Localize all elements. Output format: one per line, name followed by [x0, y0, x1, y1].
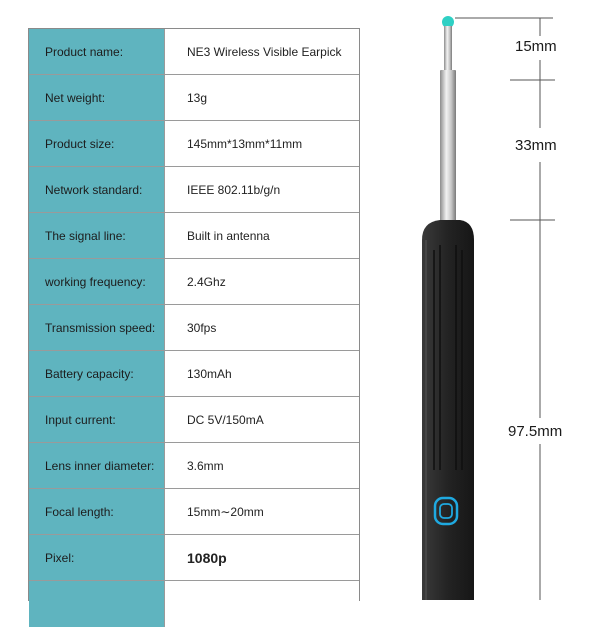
spec-label: working frequency: [29, 259, 165, 304]
spec-row-product-name [29, 29, 359, 75]
spec-label: Product name: [29, 29, 165, 74]
earpick-device-illustration [360, 0, 600, 600]
spec-table [28, 28, 360, 601]
spec-row-lens-inner-diameter [29, 443, 359, 489]
dimension-tip-label: 15mm [515, 38, 557, 55]
spec-row-transmission-speed [29, 305, 359, 351]
spec-label: Network standard: [29, 167, 165, 212]
probe-thin [444, 26, 452, 72]
spec-value: DC 5V/150mA [187, 412, 264, 427]
earpick-drawing [360, 0, 600, 600]
dimension-body-label: 97.5mm [508, 423, 563, 440]
spec-row-input-current [29, 397, 359, 443]
spec-value: 130mAh [187, 366, 232, 381]
spec-label: Pixel: [29, 535, 165, 580]
spec-value: 2.4Ghz [187, 274, 226, 289]
spec-label: The signal line: [29, 213, 165, 258]
spec-label [29, 581, 165, 627]
spec-value: 3.6mm [187, 458, 224, 473]
spec-row-focal-length [29, 489, 359, 535]
device-body [422, 220, 474, 600]
probe-shaft [440, 70, 456, 230]
spec-value: Built in antenna [187, 228, 270, 243]
spec-value: 30fps [187, 320, 217, 335]
spec-row-battery-capacity [29, 351, 359, 397]
spec-value [165, 581, 359, 627]
spec-row-pixel [29, 535, 359, 581]
spec-row-empty [29, 581, 359, 627]
spec-value: 1080p [187, 549, 227, 566]
spec-value: IEEE 802.11b/g/n [187, 182, 281, 197]
spec-value: 145mm*13mm*11mm [187, 136, 303, 151]
spec-label: Battery capacity: [29, 351, 165, 396]
spec-value: NE3 Wireless Visible Earpick [187, 44, 342, 59]
spec-row-product-size [29, 121, 359, 167]
spec-row-working-frequency [29, 259, 359, 305]
spec-value: 15mm∼20mm [187, 504, 264, 519]
spec-label: Transmission speed: [29, 305, 165, 350]
spec-value: 13g [187, 90, 208, 105]
spec-row-net-weight [29, 75, 359, 121]
spec-label: Input current: [29, 397, 165, 442]
spec-label: Product size: [29, 121, 165, 166]
spec-row-signal-line [29, 213, 359, 259]
dimension-probe-label: 33mm [515, 137, 557, 154]
spec-label: Net weight: [29, 75, 165, 120]
spec-label: Focal length: [29, 489, 165, 534]
spec-label: Lens inner diameter: [29, 443, 165, 488]
spec-row-network-standard [29, 167, 359, 213]
